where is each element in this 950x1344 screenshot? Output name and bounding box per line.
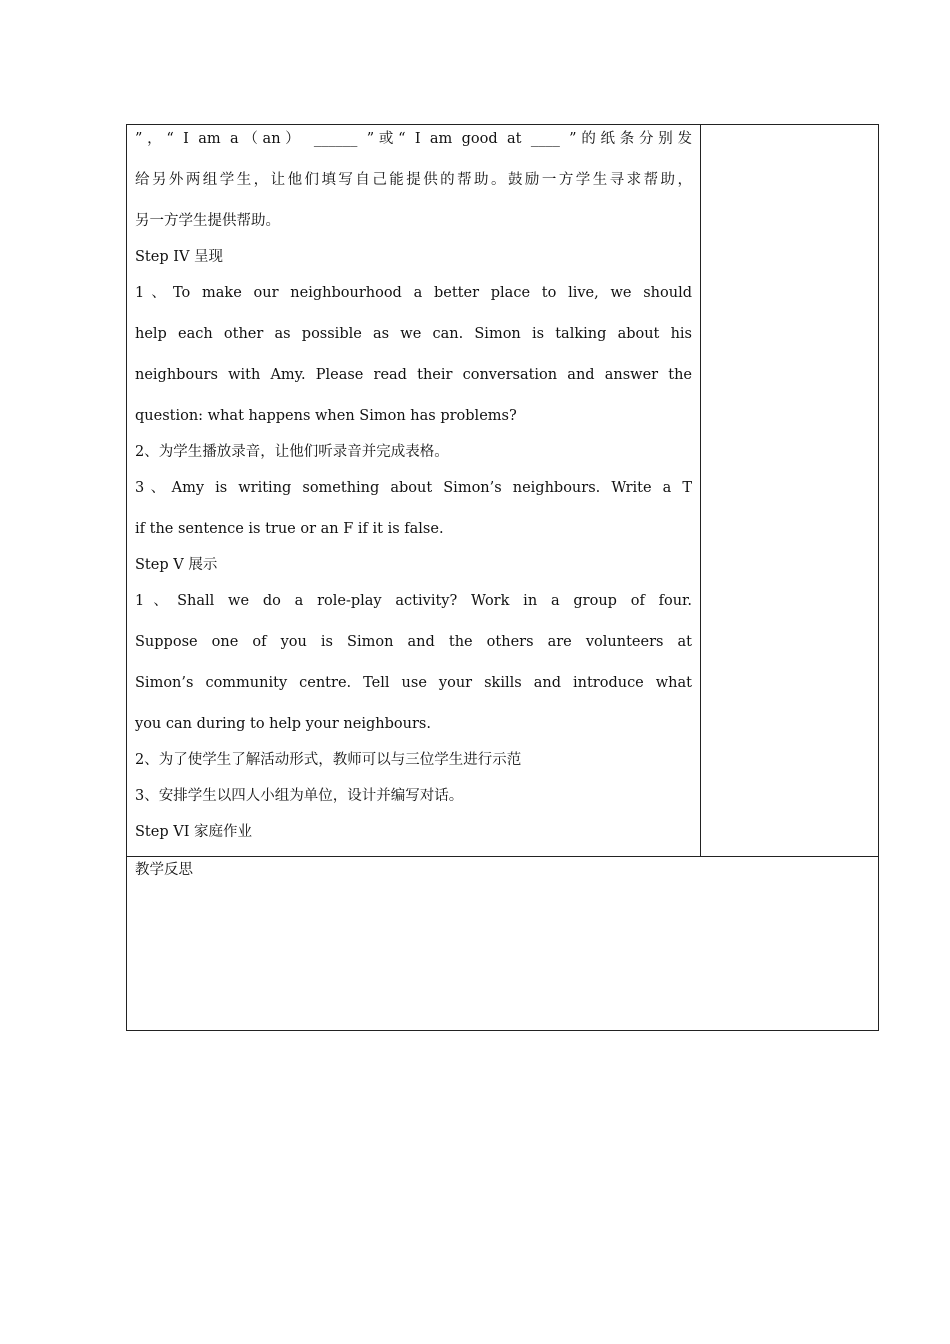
text-line: 另一方学生提供帮助。 [135,213,280,229]
column-divider [700,124,701,857]
text-line: 1、To make our neighbourhood a better place to live, we should [135,285,692,301]
text-line: Simon’s community centre. Tell use your skills and introduce what [135,675,692,691]
text-line: 给另外两组学生，让他们填写自己能提供的帮助。鼓励一方学生寻求帮助， [135,172,692,188]
text-line: question: what happens when Simon has problems? [135,408,517,424]
row-divider [126,856,879,857]
text-line: ”，“ I am a（an） ______ ”或“ I am good at ____ ”的纸条分别发 [135,131,692,147]
text-line: 1、Shall we do a role-play activity? Work in a group of four. [135,593,692,609]
text-line: 2、为了使学生了解活动形式，教师可以与三位学生进行示范 [135,752,522,768]
text-line: 2、为学生播放录音，让他们听录音并完成表格。 [135,444,449,460]
step-heading: Step IV 呈现 [135,249,224,265]
text-line: neighbours with Amy. Please read their conversation and answer the [135,367,692,383]
reflection-label: 教学反思 [135,862,193,878]
text-line: 3、Amy is writing something about Simon’s neighbours. Write a T [135,480,692,496]
step-heading: Step VI 家庭作业 [135,824,253,840]
text-line: you can during to help your neighbours. [135,716,431,732]
text-line: if the sentence is true or an F if it is false. [135,521,444,537]
text-line: Suppose one of you is Simon and the others are volunteers at [135,634,692,650]
text-line: 3、安排学生以四人小组为单位，设计并编写对话。 [135,788,464,804]
step-heading: Step V 展示 [135,557,218,573]
text-line: help each other as possible as we can. Simon is talking about his [135,326,692,342]
